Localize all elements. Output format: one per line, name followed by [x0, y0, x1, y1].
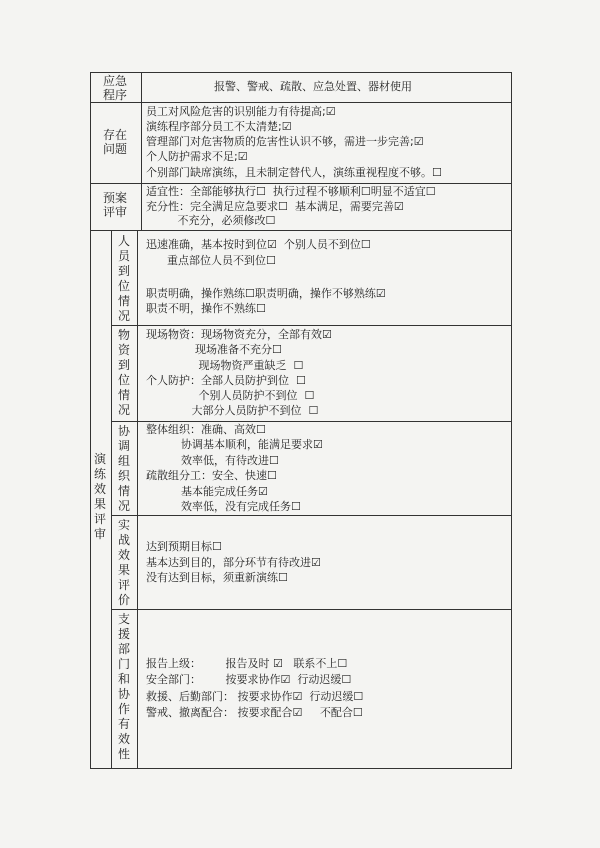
plan-review-line: 充分性：完全满足应急要求☐ 基本满足，需要完善☑: [146, 200, 404, 213]
table-right-border: [511, 72, 512, 769]
row-divider: [90, 102, 512, 103]
support-line: 救援、后勤部门： 按要求协作☑ 行动迟缓☐: [146, 690, 364, 703]
material-line: 现场物资：现场物资充分，全部有效☑: [146, 328, 332, 341]
personnel-line: 重点部位人员不到位☐: [146, 254, 276, 267]
table-left-border: [90, 72, 91, 769]
material-line: 大部分人员防护不到位 ☐: [146, 404, 319, 417]
table-bottom-border: [90, 768, 512, 769]
issue-line: 演练程序部分员工不太清楚;☑: [146, 120, 292, 133]
issues-label: 存在问题: [102, 128, 127, 156]
material-arrival-label: 物资到位情况: [117, 328, 130, 417]
eval-column-divider: [111, 230, 112, 769]
emergency-procedure-label: 应急程序: [102, 74, 127, 102]
actual-effect-line: 达到预期目标☐: [146, 540, 222, 553]
coordination-label: 协调组织情况: [117, 424, 130, 513]
personnel-arrival-label: 人员到位情况: [117, 234, 130, 323]
support-line: 报告上级： 报告及时 ☑ 联系不上☐: [146, 657, 348, 670]
issue-line: 个人防护需求不足;☑: [146, 150, 248, 163]
table-top-border: [90, 72, 512, 73]
material-line: 现场准备不充分☐: [146, 343, 282, 356]
material-line: 个人防护：全部人员防护到位 ☐: [146, 374, 306, 387]
sub-row-divider: [111, 609, 512, 610]
coordination-line: 疏散组分工：安全、快速☐: [146, 469, 277, 482]
plan-review-label: 预案评审: [102, 191, 127, 219]
drill-effect-review-label: 演练效果评审: [93, 452, 106, 541]
row-divider: [90, 183, 512, 184]
material-line: 个别人员防护不到位 ☐: [146, 389, 315, 402]
plan-review-line: 不充分，必须修改☐: [146, 214, 276, 227]
actual-effect-label: 实战效果评价: [117, 518, 130, 607]
coordination-line: 效率低，有待改进☐: [146, 454, 279, 467]
personnel-line: 职责明确，操作熟练☐职责明确，操作不够熟练☑: [146, 287, 386, 300]
coordination-line: 基本能完成任务☑: [146, 485, 268, 498]
personnel-line: 职责不明，操作不熟练☐: [146, 302, 266, 315]
support-line: 警戒、撤离配合： 按要求配合☑ 不配合☐: [146, 706, 363, 719]
personnel-line: 迅速准确，基本按时到位☑ 个别人员不到位☐: [146, 238, 371, 251]
coordination-line: 效率低，没有完成任务☐: [146, 500, 301, 513]
actual-effect-line: 没有达到目标，须重新演练☐: [146, 571, 288, 584]
issue-line: 个别部门缺席演练，且未制定替代人，演练重视程度不够。☐: [146, 166, 442, 179]
label-column-divider: [141, 72, 142, 231]
support-dept-label: 支援部门和协作有效性: [117, 612, 130, 761]
row-divider: [90, 230, 512, 231]
coordination-line: 协调基本顺利，能满足要求☑: [146, 438, 323, 451]
sub-row-divider: [111, 515, 512, 516]
sublabel-column-divider: [137, 230, 138, 769]
material-line: 现场物资严重缺乏 ☐: [146, 359, 304, 372]
sub-row-divider: [111, 421, 512, 422]
issue-line: 员工对风险危害的识别能力有待提高;☑: [146, 105, 336, 118]
plan-review-line: 适宜性：全部能够执行☐ 执行过程不够顺利☐明显不适宜☐: [146, 185, 436, 198]
actual-effect-line: 基本达到目的，部分环节有待改进☑: [146, 556, 321, 569]
emergency-procedure-value: 报警、警戒、疏散、应急处置、器材使用: [214, 80, 412, 93]
support-line: 安全部门： 按要求协作☑ 行动迟缓☐: [146, 673, 352, 686]
sub-row-divider: [111, 325, 512, 326]
issue-line: 管理部门对危害物质的危害性认识不够，需进一步完善;☑: [146, 135, 424, 148]
coordination-line: 整体组织：准确、高效☐: [146, 423, 266, 436]
